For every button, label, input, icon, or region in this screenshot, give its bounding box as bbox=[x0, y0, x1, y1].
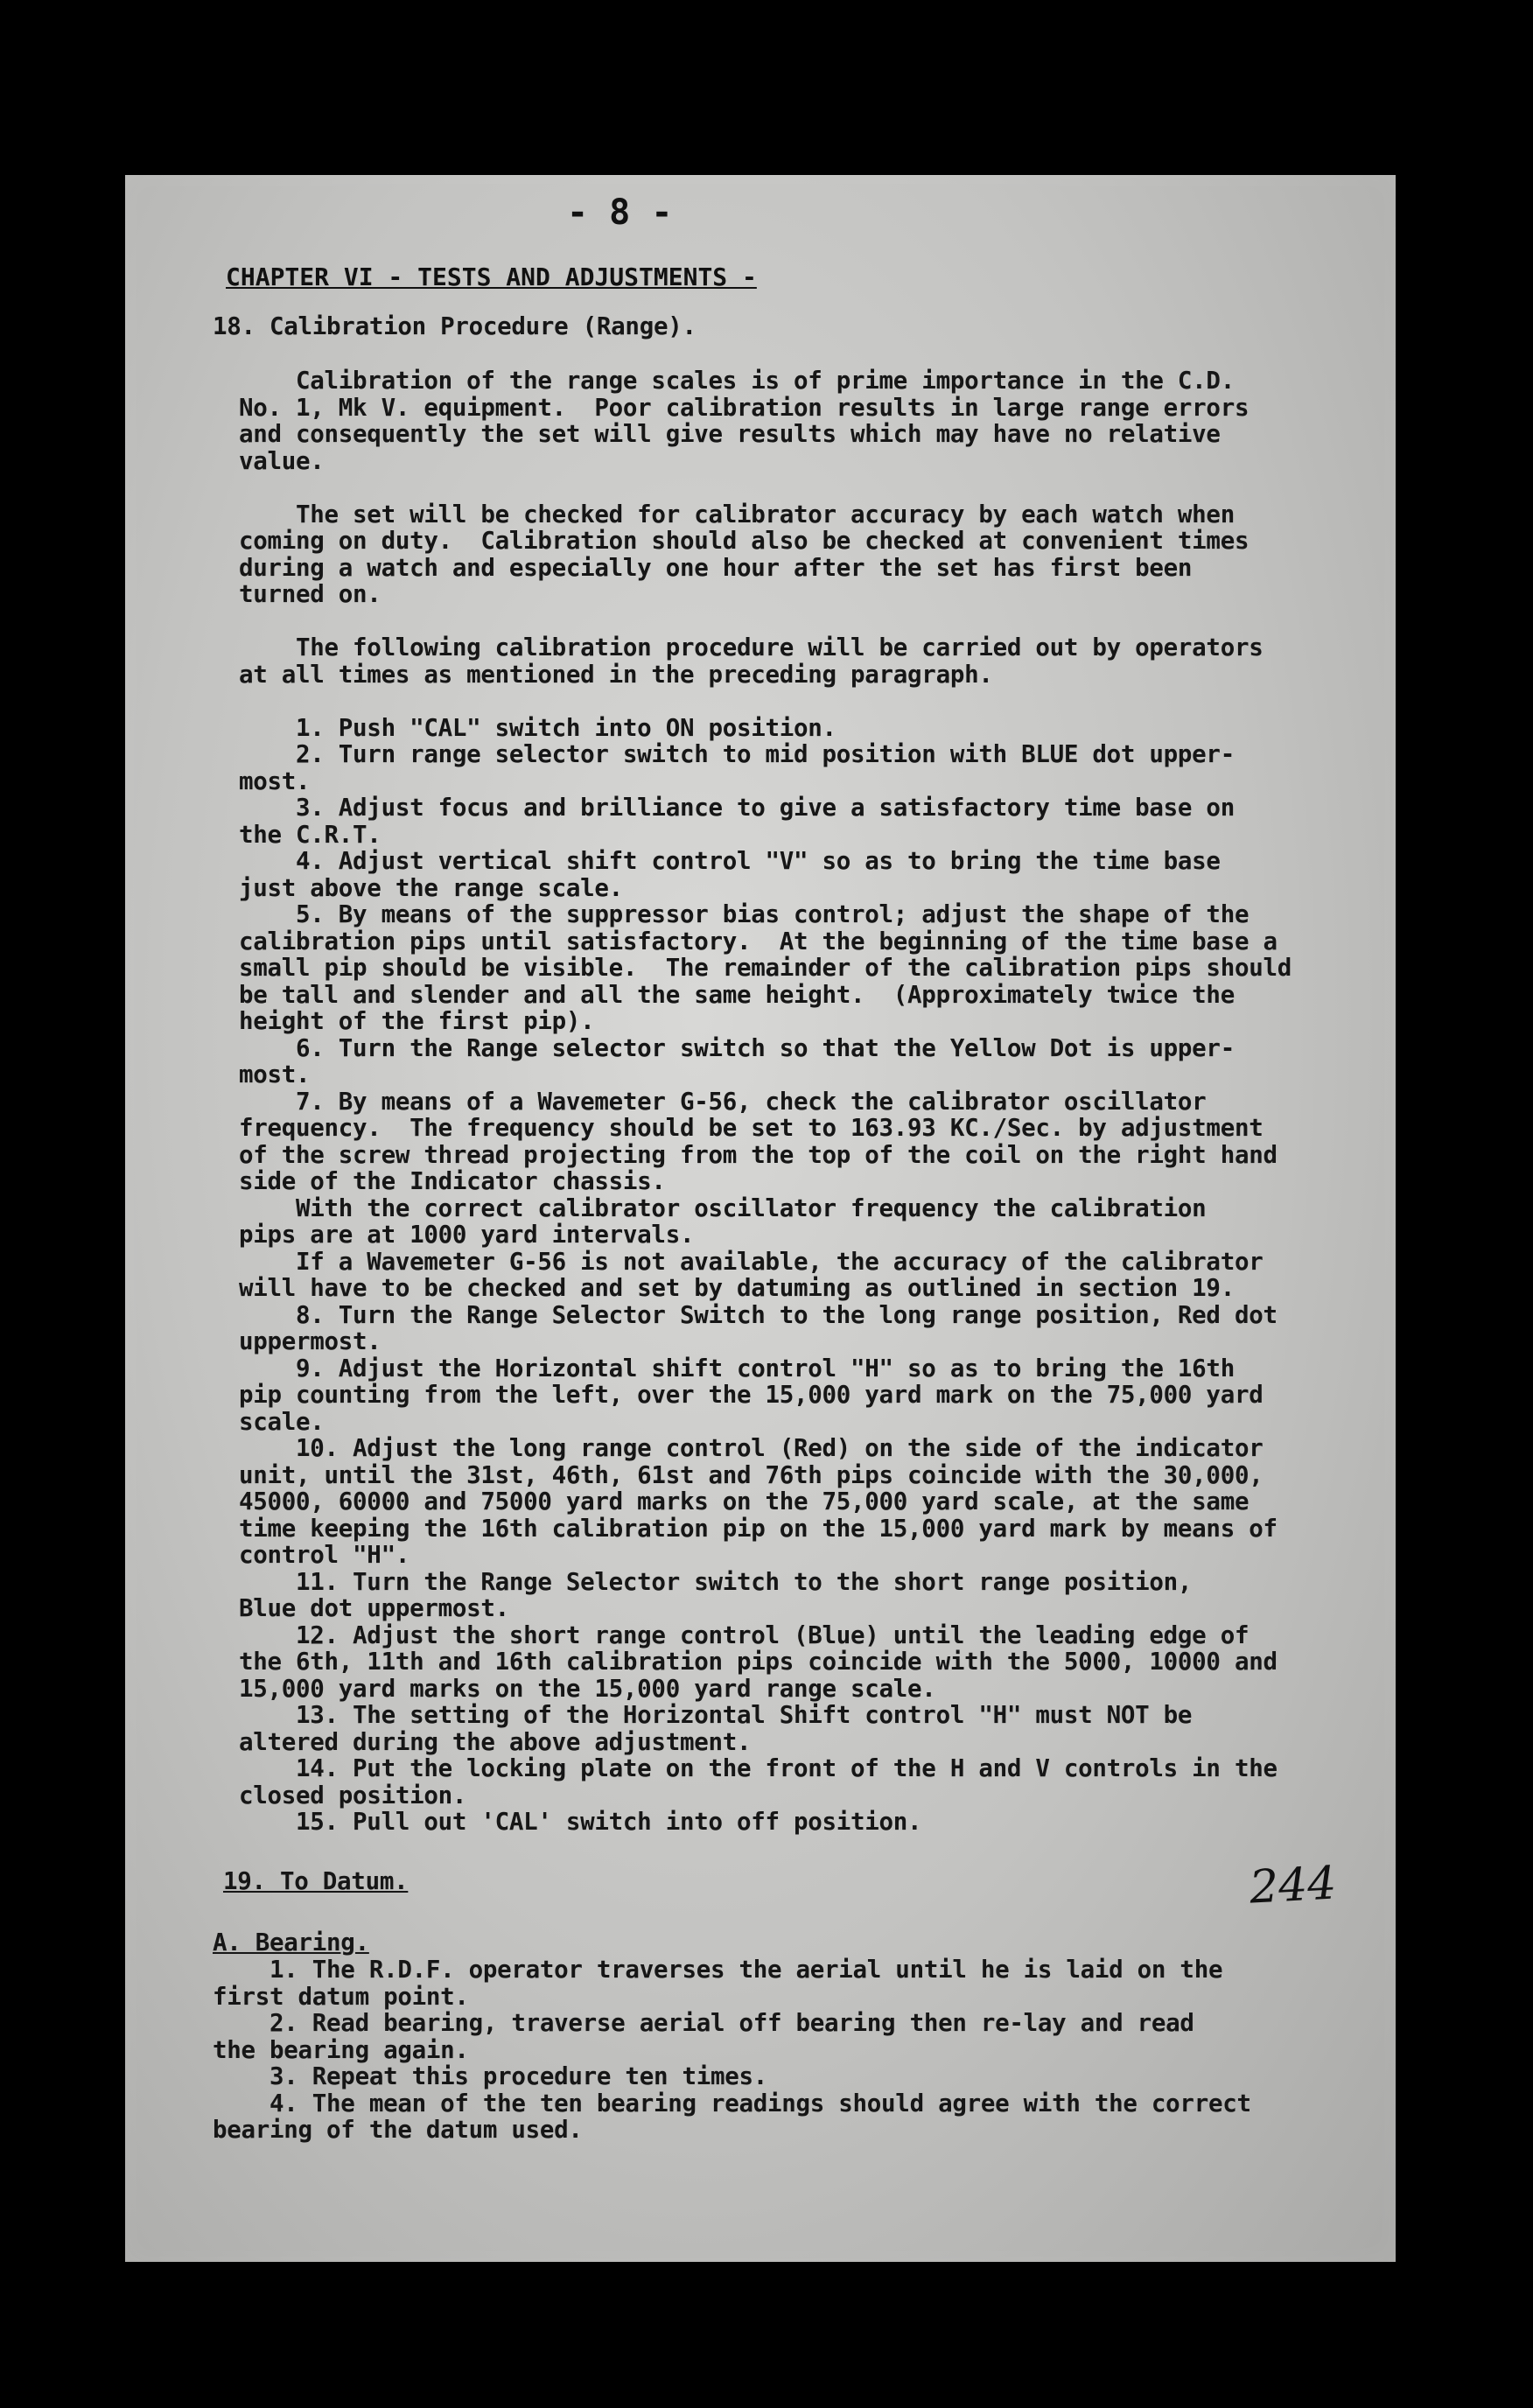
section-18-body: Calibration of the range scales is of prime importance in the C.D. No. 1, Mk V. equipment. Poor calibration results in large range errors and consequently the set will give results which may have no relative value. The set will be checked for calibrator accuracy by each watch when coming on duty. Calibration should also be checked at convenient times during a watch and especially one hour after the set has first been turned on. The following calibration procedure will be carried out by operators at all times as mentioned in the preceding paragraph. 1. Push "CAL" switch into ON position. 2. Turn range selector switch to mid position with BLUE dot upper- most. 3. Adjust focus and brilliance to give a satisfactory time base on the C.R.T. 4. Adjust vertical shift control "V" so as to bring the time base just above the range scale. 5. By means of the suppressor bias control; adjust the shape of the calibration pips until satisfactory. At the beginning of the time base a small pip should be visible. The remainder of the calibration pips should be tall and slender and all the same height. (Approximately twice the height of the first pip). 6. Turn the Range selector switch so that the Yellow Dot is upper- most. 7. By means of a Wavemeter G-56, check the calibrator oscillator frequency. The frequency should be set to 163.93 KC./Sec. by adjustment of the screw thread projecting from the top of the coil on the right hand side of the Indicator chassis. With the correct calibrator oscillator frequency the calibration pips are at 1000 yard intervals. If a Wavemeter G-56 is not available, the accuracy of the calibrator will have to be checked and set by datuming as outlined in section 19. 8. Turn the Range Selector Switch to the long range position, Red dot uppermost. 9. Adjust the Horizontal shift control "H" so as to bring the 16th pip counting from the left, over the 15,000 yard mark on the 75,000 yard scale. 10. Adjust the long range control (Red) on the side of the indicator unit, until the 31st, 46th, 61st and 76th pips coincide with the 30,000, 45000, 60000 and 75000 yard marks on the 75,000 yard scale, at the same time keeping the 16th calibration pip on the 15,000 yard mark by means of control "H". 11. Turn the Range Selector switch to the short range position, Blue dot uppermost. 12. Adjust the short range control (Blue) until the leading edge of the 6th, 11th and 16th calibration pips coincide with the 5000, 10000 and 15,000 yard marks on the 15,000 yard range scale. 13. The setting of the Horizontal Shift control "H" must NOT be altered during the above adjustment. 14. Put the locking plate on the front of the H and V controls in the closed position. 15. Pull out 'CAL' switch into off position. bbox=[239, 367, 1292, 1836]
subsection-a-heading bbox=[213, 1929, 1376, 1956]
handwritten-page-number: 244 bbox=[1248, 1857, 1338, 1914]
subsection-a-heading-text: A. Bearing. bbox=[213, 1928, 369, 1956]
section-18-heading bbox=[213, 313, 1376, 340]
subsection-a-body: 1. The R.D.F. operator traverses the aerial until he is laid on the first datum point. 2. Read bearing, traverse aerial off bearing then re-lay and read the bearing again. 3. Repeat this procedure ten times. 4. The mean of the ten bearing readings should agree with the correct bearing of the datum used. bbox=[213, 1956, 1251, 2144]
section-19-heading-text: 19. To Datum. bbox=[223, 1867, 409, 1895]
page-number: - 8 - bbox=[567, 192, 673, 233]
chapter-heading: CHAPTER VI - TESTS AND ADJUSTMENTS - bbox=[226, 262, 757, 291]
section-18-heading-text: 18. Calibration Procedure (Range). bbox=[213, 312, 696, 340]
document-page bbox=[125, 175, 1396, 2262]
section-19-heading bbox=[223, 1868, 1387, 1895]
